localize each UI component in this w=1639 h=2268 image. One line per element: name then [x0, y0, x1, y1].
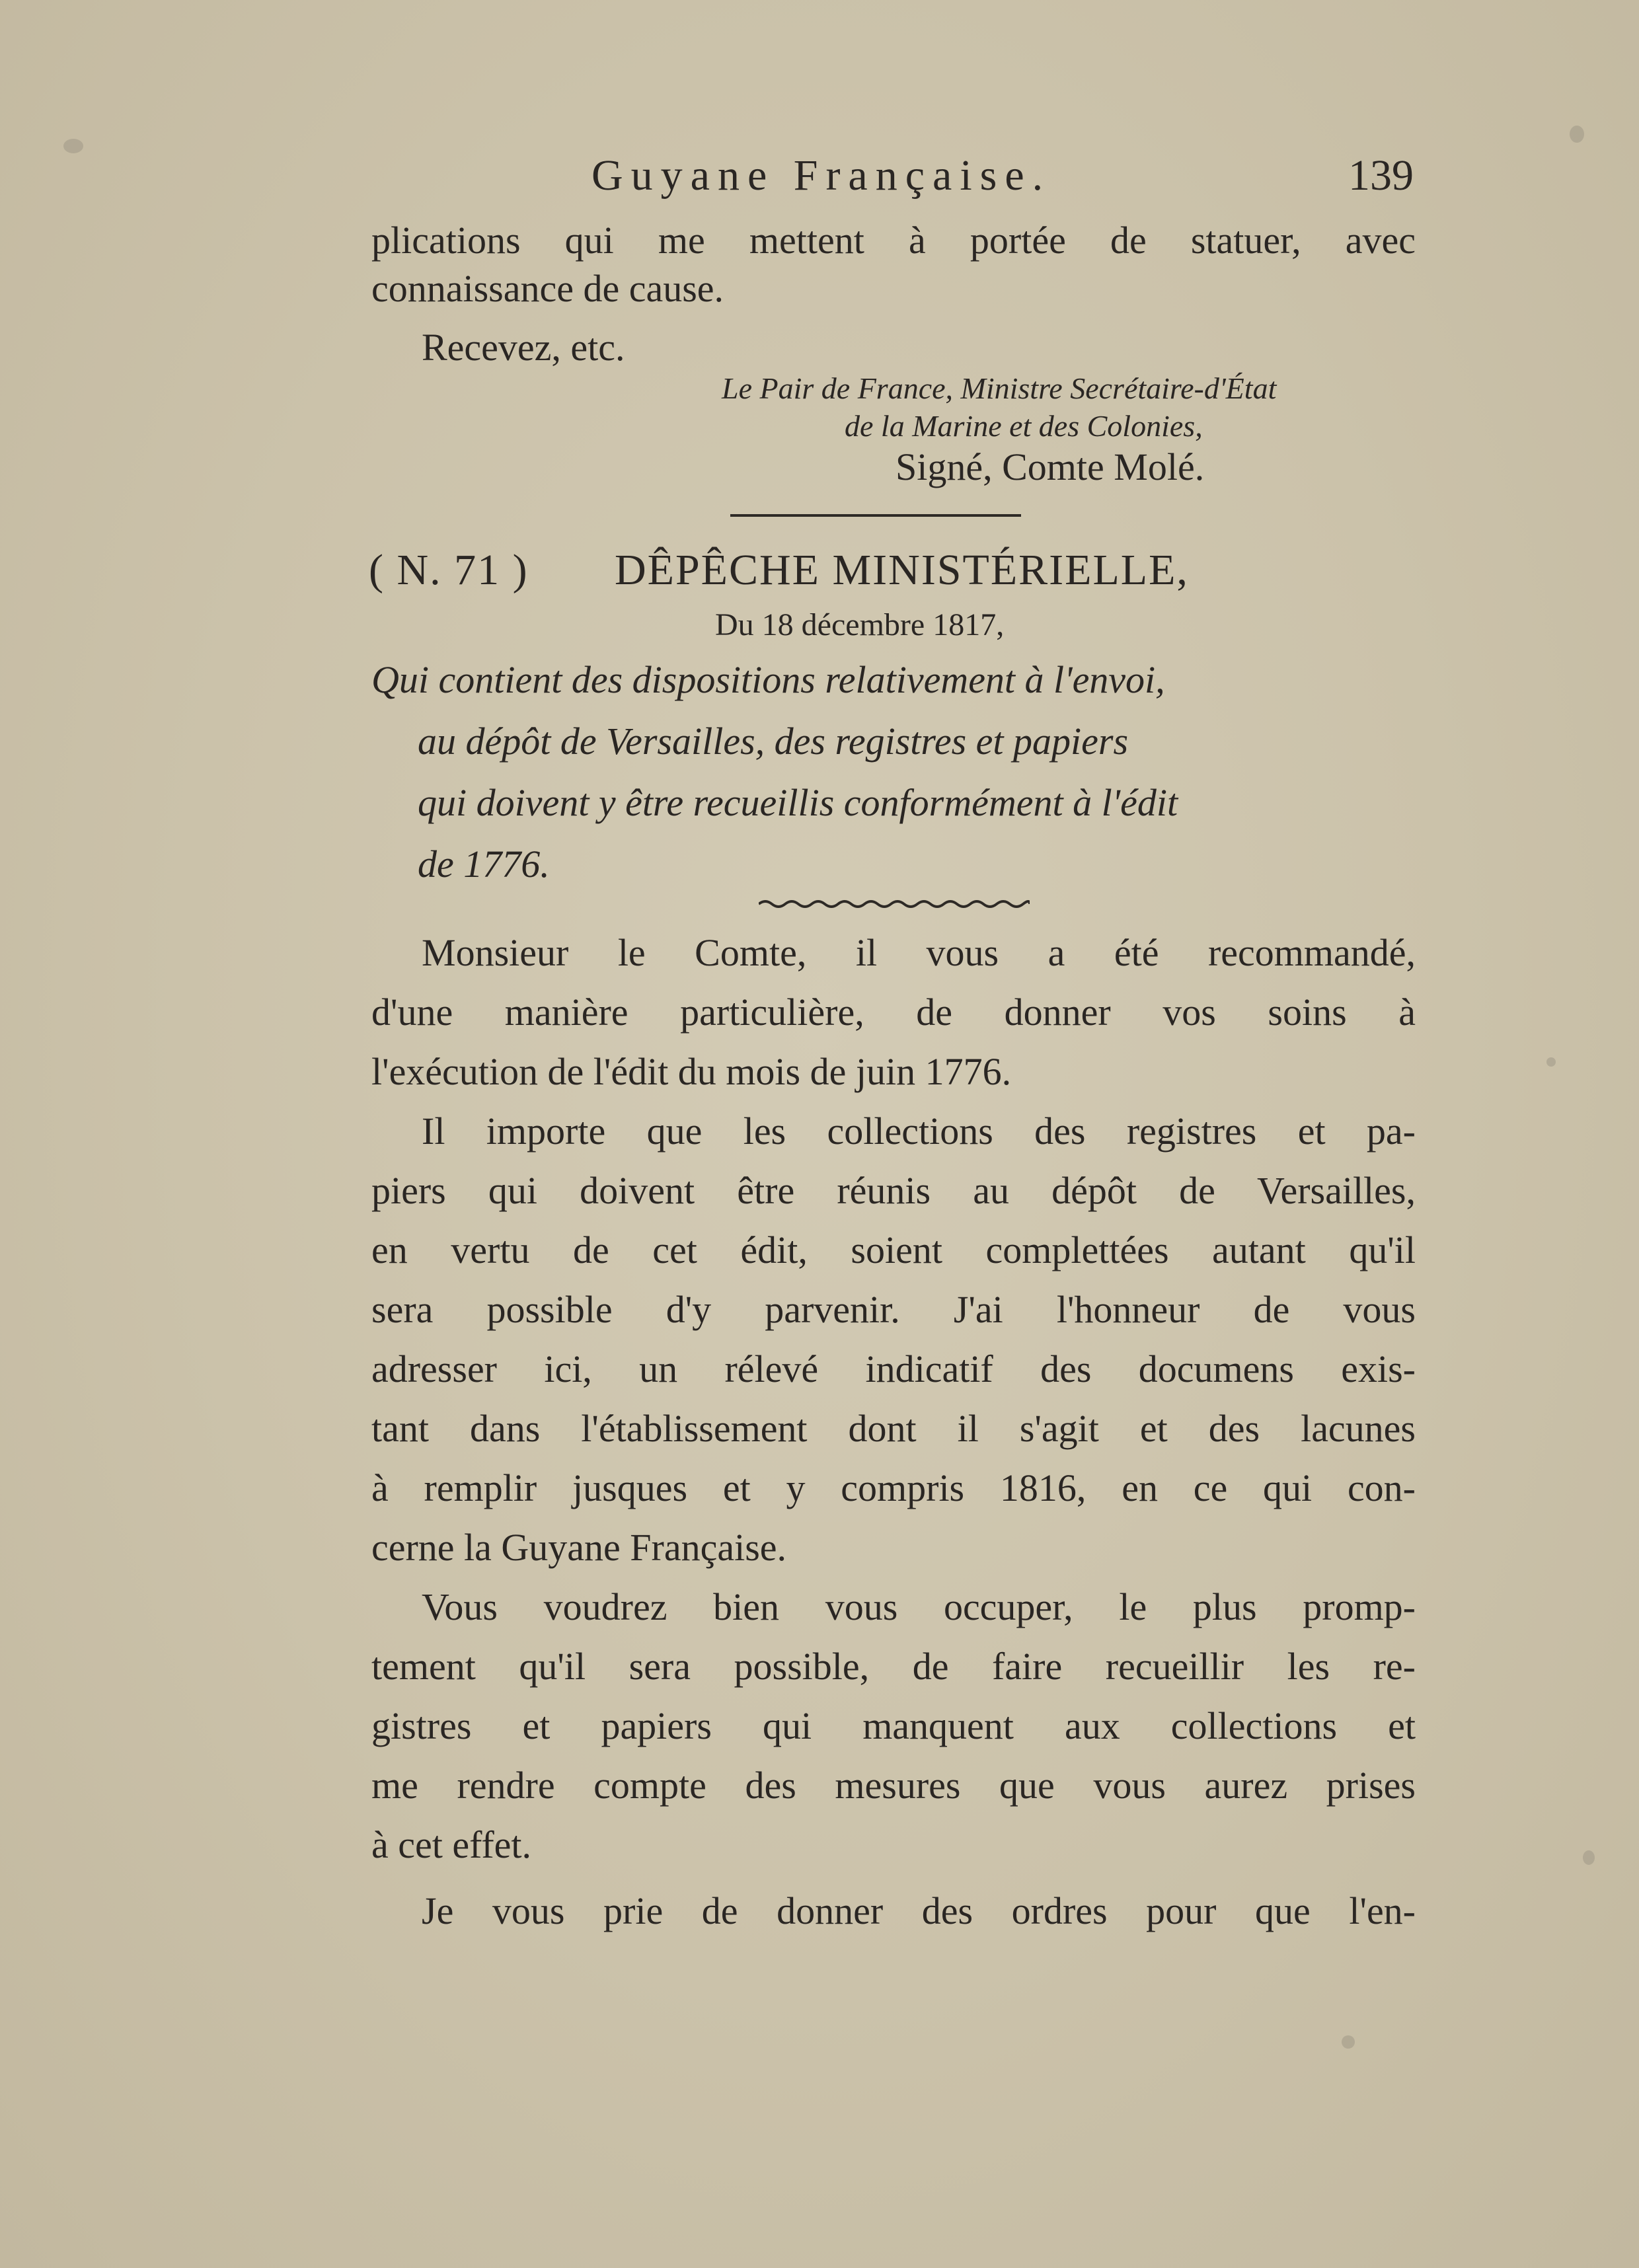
text-line: à cet effet. [371, 1823, 532, 1866]
text-line: plications qui me mettent à portée de statuer, avec [371, 219, 1416, 262]
dispatch-number: ( N. 71 ) [369, 546, 529, 594]
text-line: me rendre compte des mesures que vous aurez prises [371, 1764, 1416, 1807]
page-header [0, 151, 1639, 204]
closing-formula: Recevez, etc. [422, 326, 625, 369]
text-line: gistres et papiers qui manquent aux collections et [371, 1704, 1416, 1747]
text-line: tement qu'il sera possible, de faire recueillir les re- [371, 1645, 1416, 1688]
foxing-spot [1342, 2035, 1355, 2049]
running-title: Guyane Française. [591, 151, 1051, 200]
text-line: adresser ici, un rélevé indicatif des documens exis- [371, 1347, 1416, 1390]
dispatch-date: Du 18 décembre 1817, [715, 607, 1005, 642]
text-line: piers qui doivent être réunis au dépôt de Versailles, [371, 1169, 1416, 1212]
text-line: l'exécution de l'édit du mois de juin 1776. [371, 1050, 1012, 1093]
text-line: cerne la Guyane Française. [371, 1526, 787, 1569]
summary-line: au dépôt de Versailles, des registres et papiers [418, 720, 1129, 763]
text-line: en vertu de cet édit, soient complettées autant qu'il [371, 1228, 1416, 1271]
dispatch-heading: DÊPÊCHE MINISTÉRIELLE, [615, 546, 1189, 594]
text-line: à remplir jusques et y compris 1816, en ce qui con- [371, 1466, 1416, 1509]
wavy-ornament [759, 897, 1030, 911]
page-number: 139 [1348, 151, 1414, 200]
signatory-title: de la Marine et des Colonies, [845, 409, 1203, 443]
text-line: d'une manière particulière, de donner vos soins à [371, 991, 1416, 1034]
text-line: Vous voudrez bien vous occuper, le plus promp- [422, 1585, 1416, 1628]
text-line: tant dans l'établissement dont il s'agit et des lacunes [371, 1407, 1416, 1450]
text-line: Monsieur le Comte, il vous a été recommandé, [422, 931, 1416, 974]
separator-rule [730, 514, 1021, 517]
signature: Signé, Comte Molé. [896, 445, 1205, 488]
summary-line: de 1776. [418, 843, 550, 886]
foxing-spot [1583, 1850, 1595, 1865]
summary-line: qui doivent y être recueillis conformément à l'édit [418, 781, 1178, 824]
text-line: connaissance de cause. [371, 267, 724, 310]
text-line: Il importe que les collections des registres et pa- [422, 1110, 1416, 1153]
foxing-spot [1570, 126, 1584, 143]
text-line: sera possible d'y parvenir. J'ai l'honneur de vous [371, 1288, 1416, 1331]
summary-line: Qui contient des dispositions relativement à l'envoi, [371, 658, 1165, 701]
text-line: Je vous prie de donner des ordres pour que l'en- [422, 1889, 1416, 1932]
signatory-title: Le Pair de France, Ministre Secrétaire-d'État [722, 371, 1277, 405]
foxing-spot [1546, 1057, 1556, 1067]
